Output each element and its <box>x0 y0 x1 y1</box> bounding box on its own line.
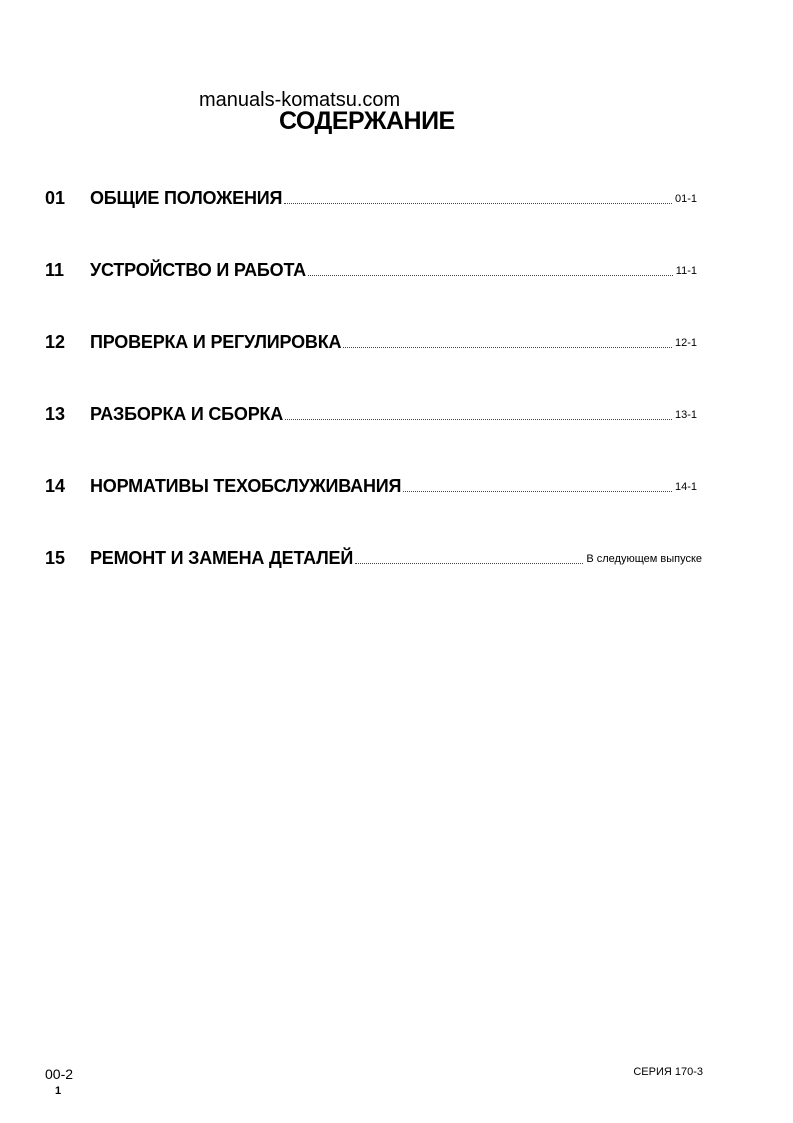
toc-entry[interactable] <box>45 473 697 497</box>
toc-number: 14 <box>45 476 66 496</box>
revision-mark: 1 <box>55 1085 62 1097</box>
toc-number: 01 <box>45 188 66 208</box>
toc-number: 12 <box>45 332 66 352</box>
series-label: СЕРИЯ 170-3 <box>633 1066 703 1078</box>
dot-leader <box>308 274 673 276</box>
toc-name: РЕМОНТ И ЗАМЕНА ДЕТАЛЕЙ <box>90 548 354 568</box>
toc-number: 11 <box>45 260 65 280</box>
toc-page: В следующем выпуске <box>586 553 702 565</box>
toc-name: ОБЩИЕ ПОЛОЖЕНИЯ <box>90 188 283 208</box>
page-number: 00-2 <box>45 1066 74 1082</box>
toc-name: УСТРОЙСТВО И РАБОТА <box>90 260 306 280</box>
toc-page: 12-1 <box>674 337 697 349</box>
dot-leader <box>284 202 672 204</box>
toc-page: 14-1 <box>674 481 697 493</box>
dot-leader <box>285 418 672 420</box>
toc-name: НОРМАТИВЫ ТЕХОБСЛУЖИВАНИЯ <box>90 476 402 496</box>
toc-page: 13-1 <box>674 409 697 421</box>
toc-name: РАЗБОРКА И СБОРКА <box>90 404 284 424</box>
dot-leader <box>343 346 672 348</box>
dot-leader <box>355 562 583 564</box>
toc-page: 11-1 <box>675 265 697 277</box>
watermark: manuals-komatsu.com <box>199 89 401 111</box>
toc-number: 13 <box>45 404 66 424</box>
toc-number: 15 <box>45 548 66 568</box>
toc-entry[interactable] <box>45 545 702 569</box>
page-title: СОДЕРЖАНИЕ <box>279 107 455 135</box>
toc-entry[interactable] <box>45 257 697 281</box>
toc-entry[interactable] <box>45 401 697 425</box>
toc-name: ПРОВЕРКА И РЕГУЛИРОВКА <box>90 332 342 352</box>
toc-page: 01-1 <box>674 193 697 205</box>
toc-entry[interactable] <box>45 329 697 353</box>
dot-leader <box>403 490 672 492</box>
toc-entry[interactable] <box>45 185 697 209</box>
